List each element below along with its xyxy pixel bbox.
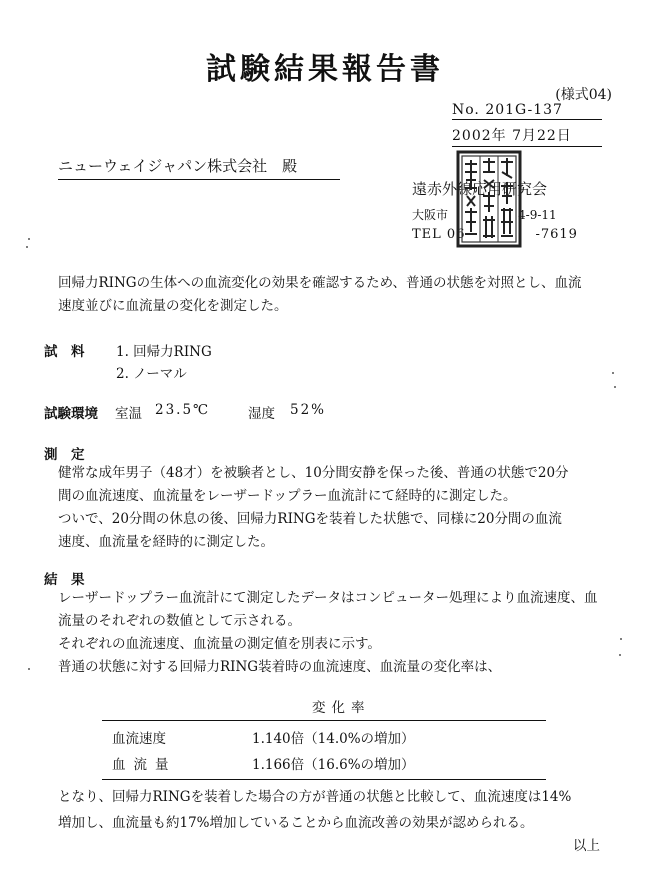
table-header-blank (102, 693, 242, 721)
document-date: 2002年 7月22日 (452, 125, 602, 147)
seal-stamp-icon (456, 150, 522, 248)
scan-speck (612, 372, 614, 374)
measurement-line: 間の血流速度、血流量をレーザードップラー血流計にて経時的に測定した。 (58, 488, 517, 504)
intro-line: 速度並びに血流量の変化を測定した。 (58, 298, 288, 314)
table-row-value: 1.166倍（16.6%の増加） (242, 750, 546, 780)
results-line: 普通の状態に対する回帰力RING装着時の血流速度、血流量の変化率は、 (58, 659, 502, 675)
intro-line: 回帰力RINGの生体への血流変化の効果を確認するため、普通の状態を対照とし、血流 (58, 275, 582, 291)
end-mark: 以上 (573, 838, 600, 854)
conclusion-line: 増加し、血流量も約17%増加していることから血流改善の効果が認められる。 (58, 815, 534, 831)
issuer-tel-prefix: TEL 06 (412, 227, 466, 242)
environment-label: 試験環境 (44, 406, 98, 422)
measurement-line: ついで、20分間の休息の後、回帰力RINGを装着した状態で、同様に20分間の血流 (58, 511, 562, 527)
sample-item: 2. ノーマル (116, 366, 187, 382)
conclusion-paragraph (58, 784, 571, 836)
results-label: 結 果 (44, 572, 85, 588)
scan-speck (26, 246, 28, 248)
issuer-tel-tail: -7619 (535, 227, 578, 242)
intro-paragraph (58, 272, 582, 318)
humidity-label: 湿度 (248, 406, 275, 422)
humidity-value: 52% (290, 402, 327, 418)
measurement-line: 速度、血流量を経時的に測定した。 (58, 534, 274, 550)
table-row (102, 721, 546, 751)
measurement-paragraph (58, 462, 569, 554)
measurement-line: 健常な成年男子（48才）を被験者とし、10分間安静を保った後、普通の状態で20分 (58, 465, 569, 481)
results-line: それぞれの血流速度、血流量の測定値を別表に示す。 (58, 636, 381, 652)
issuer-address-tail: 4-9-11 (518, 208, 557, 222)
scan-speck (28, 238, 30, 240)
measurement-label: 測 定 (44, 447, 85, 463)
change-rate-table (102, 693, 546, 780)
issuer-name: 遠赤外線応用研究会 (412, 180, 548, 198)
issuer-address-start: 大阪市 (412, 208, 449, 222)
room-temp-label: 室温 (115, 406, 142, 422)
samples-label: 試 料 (44, 344, 85, 360)
results-paragraph (58, 587, 597, 679)
scan-speck (614, 386, 616, 388)
table-header-row (102, 693, 546, 721)
recipient: ニューウェイジャパン株式会社 殿 (58, 155, 340, 180)
scan-speck (620, 638, 622, 640)
table-row-value: 1.140倍（14.0%の増加） (252, 731, 415, 747)
results-line: レーザードップラー血流計にて測定したデータはコンピューター処理により血流速度、血 (58, 590, 598, 606)
conclusion-line: となり、回帰力RINGを装着した場合の方が普通の状態と比較して、血流速度は14% (58, 789, 572, 805)
table-row-label: 血流量 (102, 750, 242, 780)
sample-item: 1. 回帰力RING (116, 344, 212, 360)
table-row-label: 血流速度 (112, 731, 166, 747)
document-number: No. 201G-137 (452, 102, 602, 120)
form-number: (様式04) (555, 87, 612, 103)
table-header: 変化率 (242, 693, 546, 721)
room-temp-value: 23.5℃ (155, 402, 211, 418)
document-title: 試験結果報告書 (206, 52, 444, 87)
table-row (102, 750, 546, 780)
results-line: 流量のそれぞれの数値として示される。 (58, 613, 301, 629)
scan-speck (619, 654, 621, 656)
scan-speck (28, 668, 30, 670)
